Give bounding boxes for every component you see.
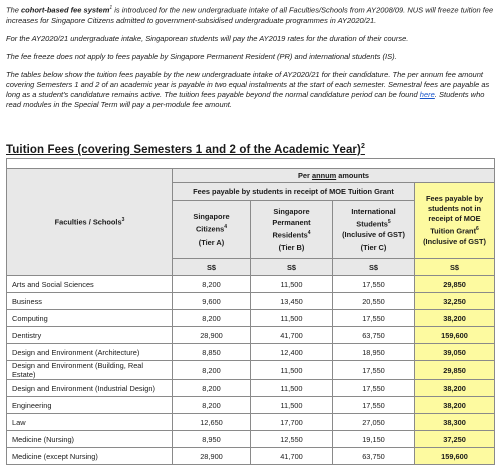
col-c-sup: 5 xyxy=(387,218,391,225)
faculty-cell: Arts and Social Sciences xyxy=(7,276,173,293)
international-fee-cell: 17,550 xyxy=(333,380,415,397)
col-c-line-2-text: Students xyxy=(356,219,388,229)
faculty-cell: Law xyxy=(7,414,173,431)
currency-b: S$ xyxy=(251,259,333,276)
col-c-line-3: (Inclusive of GST) xyxy=(342,230,405,240)
intro-text xyxy=(6,3,494,118)
international-fee-cell: 27,050 xyxy=(333,414,415,431)
faculty-cell: Design and Environment (Industrial Design) xyxy=(7,380,173,397)
col-b-line-3 xyxy=(255,228,328,240)
citizen-fee-cell: 9,600 xyxy=(173,293,251,310)
table-row xyxy=(7,361,495,380)
international-fee-cell: 63,750 xyxy=(333,327,415,344)
pr-fee-cell: 11,500 xyxy=(251,380,333,397)
table-row xyxy=(7,397,495,414)
table-row xyxy=(7,380,495,397)
col-a-line-3: (Tier A) xyxy=(198,238,225,248)
citizen-fee-cell: 8,200 xyxy=(173,276,251,293)
faculty-cell: Medicine (Nursing) xyxy=(7,431,173,448)
currency-d: S$ xyxy=(415,259,495,276)
intro-p1-rest: is introduced for the new undergraduate intake of all Faculties/Schools from AY2008/09. NUS will freeze tuition fee increases for Singapore Citizens admitted to government-subsidised undergraduate programmes in AY2020/21. xyxy=(6,5,494,25)
col-d-line-3: receipt of MOE xyxy=(428,214,481,224)
col-b-line-4: (Tier B) xyxy=(278,243,305,253)
citizen-fee-cell: 8,200 xyxy=(173,310,251,327)
col-b-sup: 4 xyxy=(307,229,311,236)
intro-paragraph-1 xyxy=(6,3,494,26)
pr-fee-cell: 11,500 xyxy=(251,397,333,414)
intro-paragraph-2: For the AY2020/21 undergraduate intake, Singaporean students will pay the AY2019 rates for the duration of their course. xyxy=(6,33,409,43)
per-annum-underlined: annum xyxy=(311,171,337,180)
international-header xyxy=(333,201,415,259)
non-grant-fee-cell: 39,050 xyxy=(415,344,495,361)
pr-fee-cell: 12,550 xyxy=(251,431,333,448)
col-d-line-2: students not in xyxy=(428,204,481,214)
pr-fee-cell: 41,700 xyxy=(251,448,333,465)
per-annum-header xyxy=(173,169,495,183)
table-row xyxy=(7,276,495,293)
table-row xyxy=(7,448,495,465)
citizen-fee-cell: 8,950 xyxy=(173,431,251,448)
tuition-fees-table xyxy=(6,158,495,465)
col-b-line-3-text: Residents xyxy=(272,230,308,240)
international-fee-cell: 17,550 xyxy=(333,397,415,414)
faculty-cell: Design and Environment (Architecture) xyxy=(7,344,173,361)
col-d-line-4-text: Tuition Grant xyxy=(430,226,477,236)
col-d-sup: 6 xyxy=(476,226,479,233)
citizen-fee-cell: 8,850 xyxy=(173,344,251,361)
intro-p1-sup: 1 xyxy=(109,5,113,11)
table-row xyxy=(7,293,495,310)
citizen-fee-cell: 8,200 xyxy=(173,361,251,380)
pr-header xyxy=(251,201,333,259)
heading-sup: 2 xyxy=(360,143,365,150)
col-d-line-4 xyxy=(419,224,490,236)
here-link[interactable]: here xyxy=(419,89,435,99)
international-fee-cell: 17,550 xyxy=(333,361,415,380)
non-grant-fee-cell: 38,200 xyxy=(415,397,495,414)
intro-p1-start: The xyxy=(6,5,22,15)
citizen-fee-cell: 8,200 xyxy=(173,380,251,397)
international-fee-cell: 18,950 xyxy=(333,344,415,361)
col-d-line-1: Fees payable by xyxy=(425,194,484,204)
citizen-fee-cell: 12,650 xyxy=(173,414,251,431)
heading-text: Tuition Fees (covering Semesters 1 and 2 of the Academic Year) xyxy=(6,143,361,156)
non-grant-fee-cell: 38,200 xyxy=(415,380,495,397)
faculty-cell: Computing xyxy=(7,310,173,327)
intro-paragraph-4 xyxy=(6,70,494,110)
fee-rows xyxy=(7,276,495,465)
pr-fee-cell: 12,400 xyxy=(251,344,333,361)
currency-c: S$ xyxy=(333,259,415,276)
col-a-line-1: Singapore xyxy=(193,211,230,221)
faculty-cell: Medicine (except Nursing) xyxy=(7,448,173,465)
currency-a: S$ xyxy=(173,259,251,276)
intro-p4-end: . Students who read modules in the Special Term will pay a per-module fee amount. xyxy=(6,89,485,109)
faculty-cell: Dentistry xyxy=(7,327,173,344)
not-moe-grant-header xyxy=(415,183,495,259)
per-annum-pre: Per xyxy=(297,171,312,180)
col-c-line-4: (Tier C) xyxy=(360,243,387,253)
faculty-cell: Engineering xyxy=(7,397,173,414)
col-c-line-2 xyxy=(337,217,410,229)
intro-paragraph-3: The fee freeze does not apply to fees payable by Singapore Permanent Resident (PR) and international students (IS). xyxy=(6,51,397,61)
tuition-fees-heading xyxy=(6,143,365,156)
moe-grant-header: Fees payable by students in receipt of MOE Tuition Grant xyxy=(173,183,415,201)
pr-fee-cell: 17,700 xyxy=(251,414,333,431)
table-row xyxy=(7,310,495,327)
non-grant-fee-cell: 37,250 xyxy=(415,431,495,448)
pr-fee-cell: 11,500 xyxy=(251,310,333,327)
table-row xyxy=(7,414,495,431)
international-fee-cell: 19,150 xyxy=(333,431,415,448)
table-row xyxy=(7,431,495,448)
citizen-fee-cell: 28,900 xyxy=(173,327,251,344)
international-fee-cell: 17,550 xyxy=(333,276,415,293)
international-fee-cell: 20,550 xyxy=(333,293,415,310)
international-fee-cell: 17,550 xyxy=(333,310,415,327)
pr-fee-cell: 13,450 xyxy=(251,293,333,310)
faculties-header xyxy=(7,169,173,276)
table-row xyxy=(7,327,495,344)
col-a-line-2-text: Citizens xyxy=(195,224,225,234)
faculties-header-text: Faculties / Schools xyxy=(54,217,122,227)
pr-fee-cell: 41,700 xyxy=(251,327,333,344)
table-row xyxy=(7,344,495,361)
non-grant-fee-cell: 29,850 xyxy=(415,361,495,380)
faculty-cell: Business xyxy=(7,293,173,310)
spacer-cell xyxy=(7,159,495,169)
non-grant-fee-cell: 159,600 xyxy=(415,448,495,465)
non-grant-fee-cell: 38,300 xyxy=(415,414,495,431)
pr-fee-cell: 11,500 xyxy=(251,276,333,293)
col-c-line-1: International xyxy=(351,206,396,216)
international-fee-cell: 63,750 xyxy=(333,448,415,465)
per-annum-post: amounts xyxy=(336,171,370,180)
col-b-line-1: Singapore xyxy=(273,206,310,216)
non-grant-fee-cell: 29,850 xyxy=(415,276,495,293)
col-d-line-5: (Inclusive of GST) xyxy=(423,236,486,246)
non-grant-fee-cell: 159,600 xyxy=(415,327,495,344)
col-a-line-2 xyxy=(177,222,246,234)
intro-p1-bold: cohort-based fee system xyxy=(21,5,110,15)
faculties-sup: 3 xyxy=(121,217,125,224)
citizen-fee-cell: 8,200 xyxy=(173,397,251,414)
table-spacer-row xyxy=(7,159,495,169)
intro-p4-main: The tables below show the tuition fees payable by the new undergraduate intake of AY2020/21 for their candidature. The per annum fee amount covering Semesters 1 and 2 of an academic year is payable in two equal instalments at the start of each semester. Semestral fees are payable as long as a student's candidature remains active. The tuition fees payable beyond the normal candidature period can be found xyxy=(6,69,490,99)
non-grant-fee-cell: 38,200 xyxy=(415,310,495,327)
non-grant-fee-cell: 32,250 xyxy=(415,293,495,310)
citizen-fee-cell: 28,900 xyxy=(173,448,251,465)
citizens-header xyxy=(173,201,251,259)
pr-fee-cell: 11,500 xyxy=(251,361,333,380)
header-row-1 xyxy=(7,169,495,183)
col-a-sup: 4 xyxy=(224,223,228,230)
faculty-cell: Design and Environment (Building, Real Estate) xyxy=(7,361,173,380)
col-b-line-2: Permanent xyxy=(272,217,311,227)
